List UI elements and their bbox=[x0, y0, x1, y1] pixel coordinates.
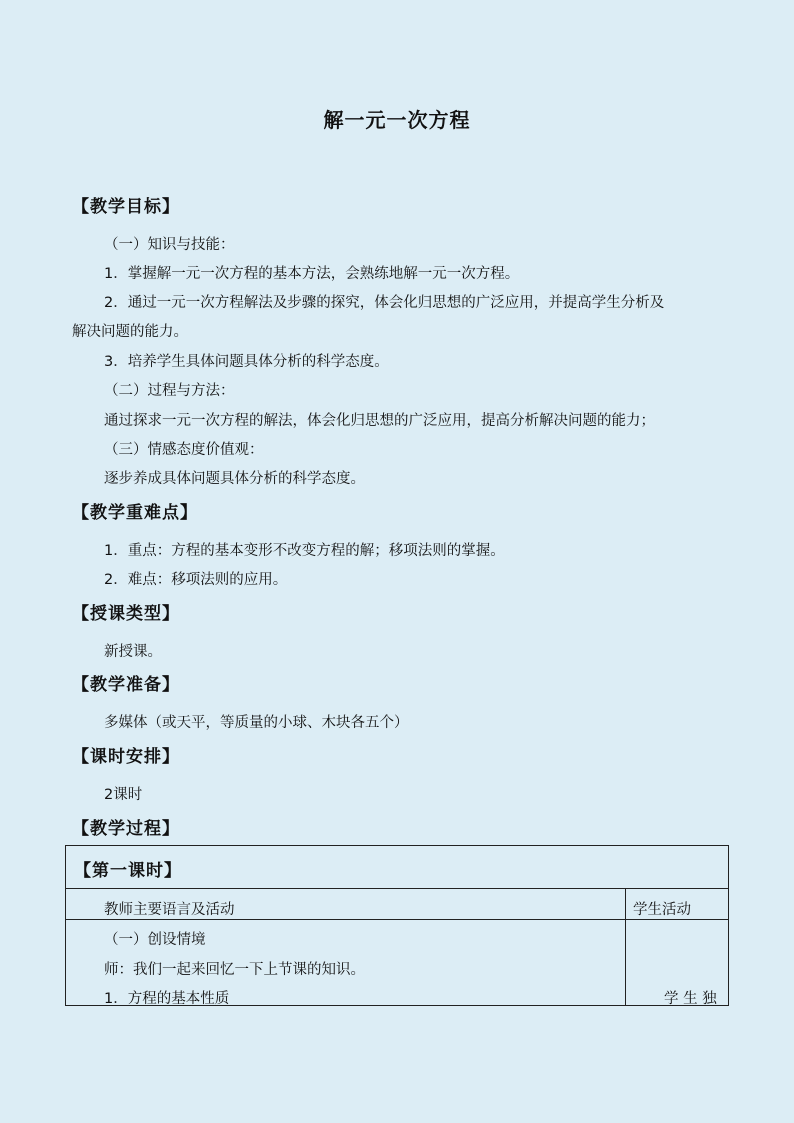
heading-key-points: 【教学重难点】 bbox=[72, 503, 198, 523]
objectives-line: 逐步养成具体问题具体分析的科学态度。 bbox=[104, 471, 365, 487]
objectives-line: 解决问题的能力。 bbox=[72, 324, 188, 340]
heading-process: 【教学过程】 bbox=[72, 819, 180, 839]
student-activity-text: 学 生 独 bbox=[664, 991, 717, 1007]
table-header-row bbox=[66, 846, 728, 889]
table-header-title: 【第一课时】 bbox=[74, 861, 182, 881]
objectives-line: 通过探求一元一次方程的解法，体会化归思想的广泛应用，提高分析解决问题的能力； bbox=[104, 413, 655, 429]
schedule-line: 2课时 bbox=[104, 787, 143, 803]
document-title: 解一元一次方程 bbox=[323, 108, 471, 132]
key-points-line: 2．难点：移项法则的应用。 bbox=[104, 572, 288, 588]
heading-schedule: 【课时安排】 bbox=[72, 747, 180, 767]
objectives-line: 3．培养学生具体问题具体分析的科学态度。 bbox=[104, 354, 389, 370]
objectives-line: （一）知识与技能： bbox=[104, 237, 235, 253]
table-column-divider bbox=[625, 888, 626, 1006]
table-subheader-divider bbox=[66, 919, 728, 920]
column-header-teacher: 教师主要语言及活动 bbox=[104, 902, 235, 918]
key-points-line: 1．重点：方程的基本变形不改变方程的解；移项法则的掌握。 bbox=[104, 543, 505, 559]
objectives-line: 2．通过一元一次方程解法及步骤的探究，体会化归思想的广泛应用，并提高学生分析及 bbox=[104, 295, 665, 311]
lesson-table bbox=[65, 845, 729, 1006]
teacher-activity-line: 师：我们一起来回忆一下上节课的知识。 bbox=[104, 962, 365, 978]
heading-lesson-type: 【授课类型】 bbox=[72, 604, 180, 624]
objectives-line: （二）过程与方法： bbox=[104, 383, 235, 399]
teacher-activity-line: （一）创设情境 bbox=[104, 932, 206, 948]
preparation-line: 多媒体（或天平，等质量的小球、木块各五个） bbox=[104, 715, 409, 731]
lesson-type-line: 新授课。 bbox=[104, 644, 162, 660]
objectives-line: （三）情感态度价值观： bbox=[104, 442, 264, 458]
heading-objectives: 【教学目标】 bbox=[72, 197, 180, 217]
teacher-activity-line: 1．方程的基本性质 bbox=[104, 991, 230, 1007]
heading-preparation: 【教学准备】 bbox=[72, 675, 180, 695]
objectives-line: 1．掌握解一元一次方程的基本方法，会熟练地解一元一次方程。 bbox=[104, 266, 520, 282]
column-header-student: 学生活动 bbox=[633, 902, 691, 918]
